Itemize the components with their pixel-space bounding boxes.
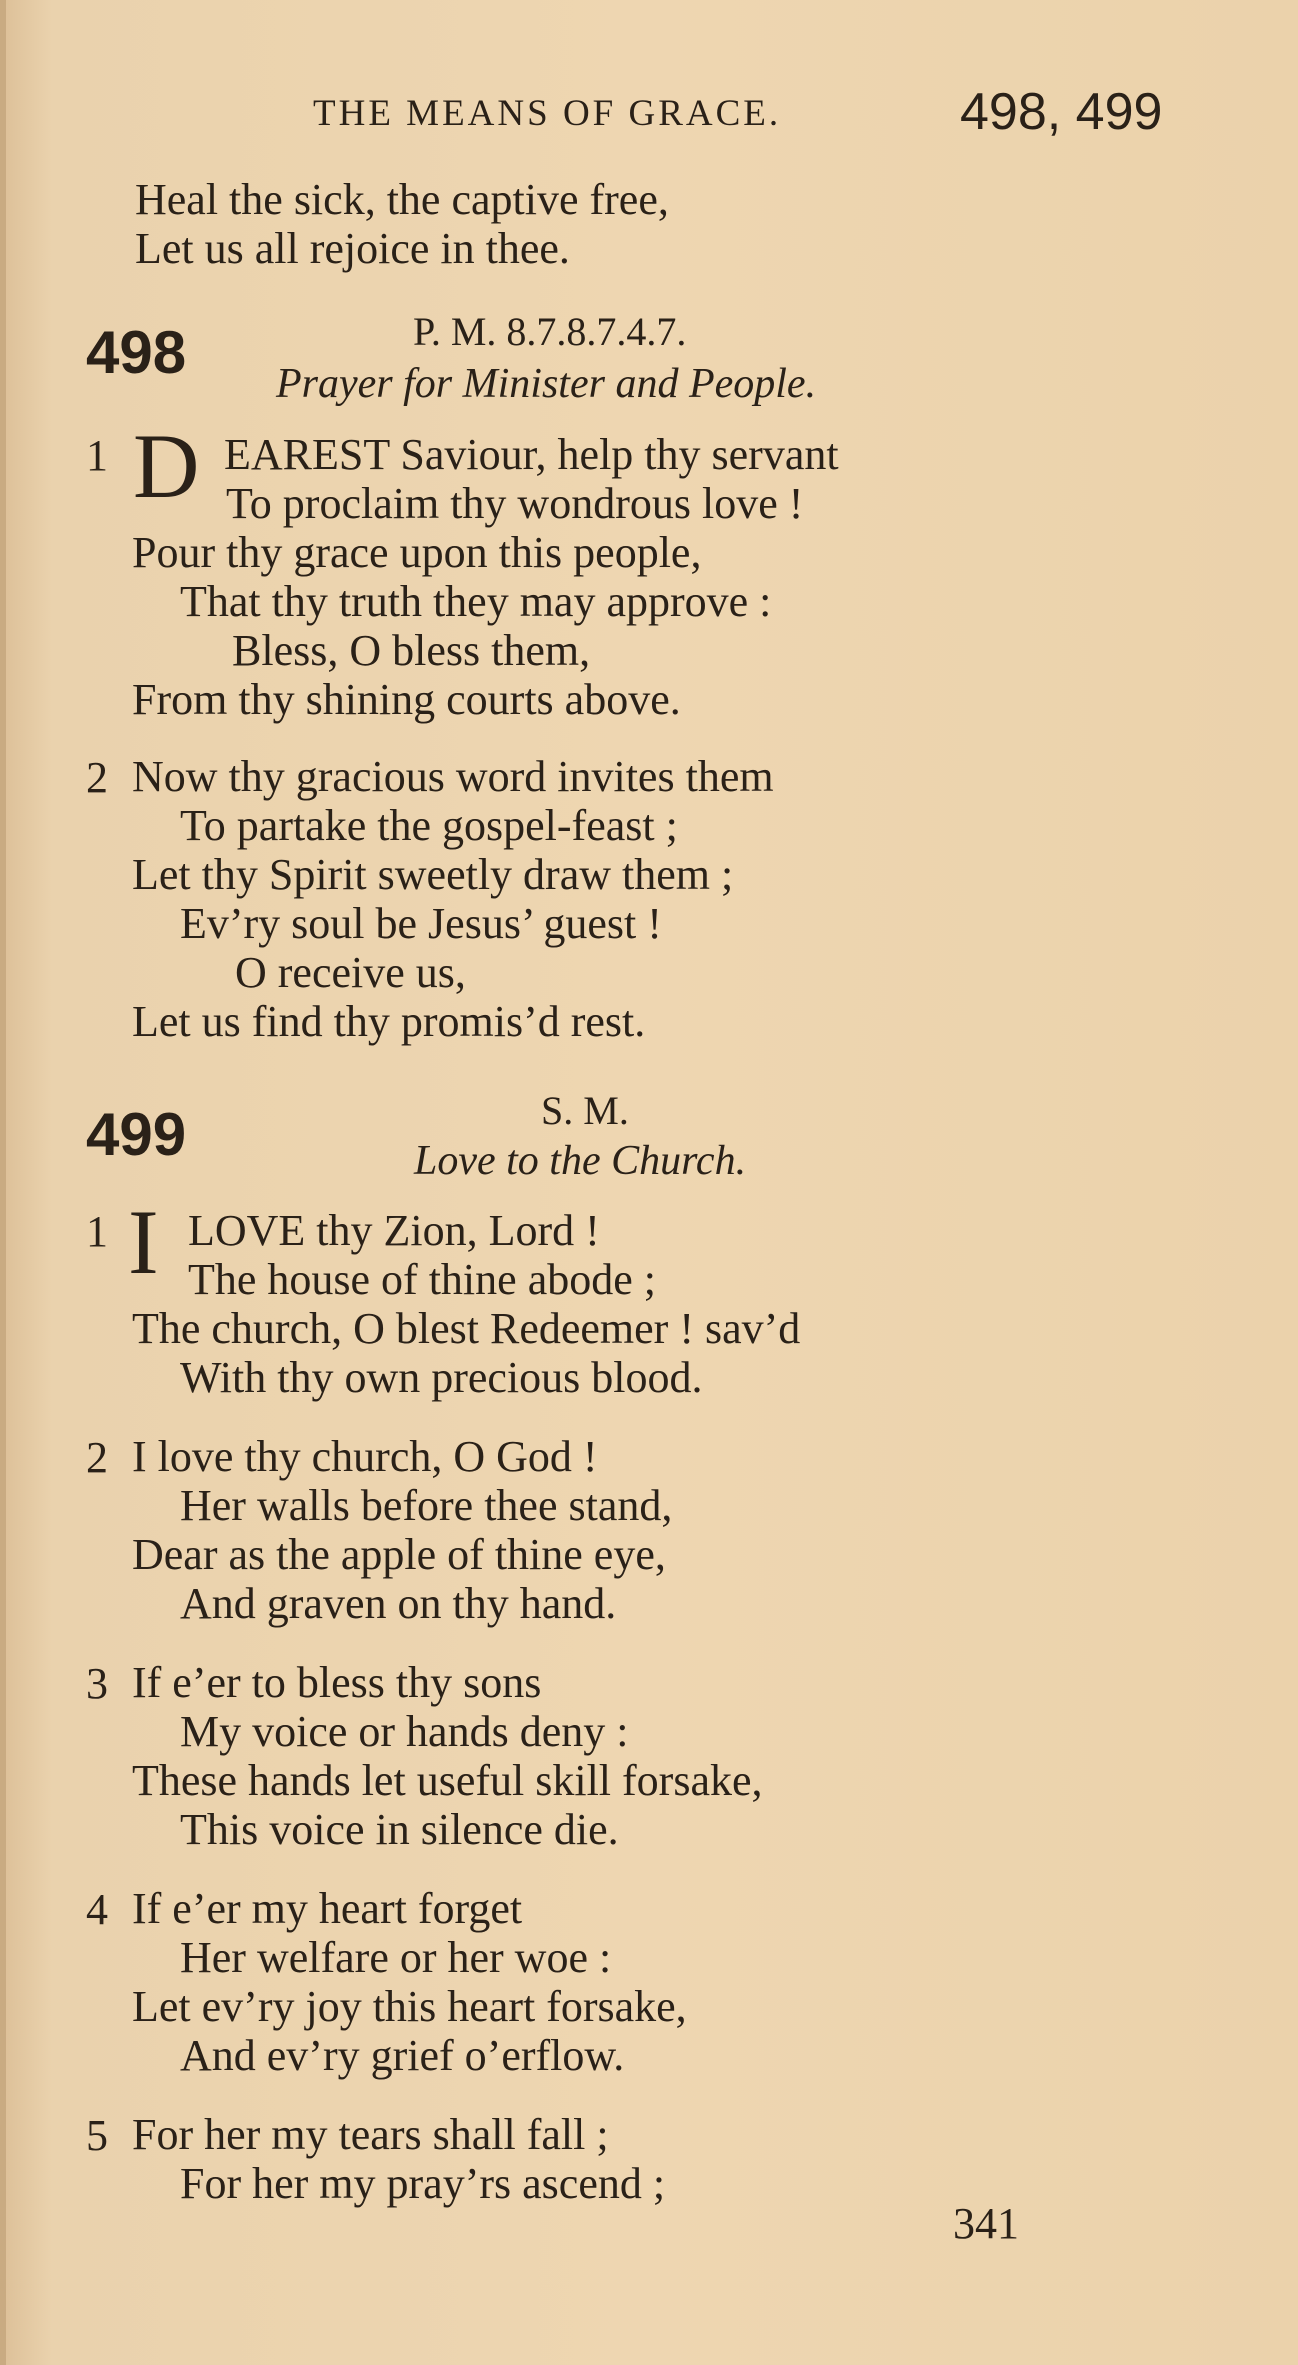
- verse-number: 2: [86, 753, 108, 802]
- verse-number: 4: [86, 1885, 108, 1934]
- running-header-title: THE MEANS OF GRACE.: [313, 93, 782, 134]
- hymn-number: 499: [86, 1101, 187, 1168]
- verse-line: I love thy church, O God !: [132, 1432, 598, 1481]
- verse-line: These hands let useful skill forsake,: [132, 1756, 763, 1805]
- verse-number: 3: [86, 1659, 108, 1708]
- verse-line: If e’er my heart forget: [132, 1884, 523, 1933]
- page-binding-edge: [0, 0, 6, 2365]
- verse-line: For her my tears shall fall ;: [132, 2110, 609, 2159]
- page-number: 341: [953, 2199, 1019, 2248]
- hymn-number: 498: [86, 319, 187, 386]
- hymn-subtitle: Love to the Church.: [414, 1138, 747, 1184]
- hymn-meter: S. M.: [541, 1088, 629, 1133]
- hymn-meter: P. M. 8.7.8.7.4.7.: [413, 309, 687, 354]
- verse-line: Now thy gracious word invites them: [132, 752, 774, 801]
- verse-line: With thy own precious blood.: [180, 1353, 703, 1402]
- verse-line: Ev’ry soul be Jesus’ guest !: [180, 899, 662, 948]
- verse-line: EAREST Saviour, help thy servant: [224, 430, 839, 479]
- verse-number: 2: [86, 1433, 108, 1482]
- verse-line: Pour thy grace upon this people,: [132, 528, 702, 577]
- verse-line: The church, O blest Redeemer ! sav’d: [132, 1304, 801, 1353]
- verse-line: Let thy Spirit sweetly draw them ;: [132, 850, 734, 899]
- continuation-line: Heal the sick, the captive free,: [135, 175, 669, 224]
- verse-line: If e’er to bless thy sons: [132, 1658, 542, 1707]
- verse-line: That thy truth they may approve :: [180, 577, 772, 626]
- verse-number: 1: [86, 431, 108, 480]
- verse-line: Her walls before thee stand,: [180, 1481, 673, 1530]
- verse-line: Bless, O bless them,: [232, 626, 591, 675]
- verse-number: 5: [86, 2111, 108, 2160]
- verse-number: 1: [86, 1207, 108, 1256]
- running-header-hymn-numbers: 498, 499: [960, 83, 1163, 141]
- verse-line: And ev’ry grief o’erflow.: [180, 2031, 625, 2080]
- hymn-subtitle: Prayer for Minister and People.: [276, 361, 817, 407]
- verse-line: O receive us,: [235, 948, 466, 997]
- verse-line: To proclaim thy wondrous love !: [226, 479, 804, 528]
- drop-cap: D: [133, 415, 200, 517]
- verse-line: This voice in silence die.: [180, 1805, 619, 1854]
- verse-line: To partake the gospel-feast ;: [180, 801, 678, 850]
- verse-line: For her my pray’rs ascend ;: [180, 2159, 666, 2208]
- verse-line: Dear as the apple of thine eye,: [132, 1530, 666, 1579]
- drop-cap: I: [128, 1191, 159, 1293]
- verse-line: My voice or hands deny :: [180, 1707, 629, 1756]
- verse-line: Let us find thy promis’d rest.: [132, 997, 646, 1046]
- verse-line: From thy shining courts above.: [132, 675, 681, 724]
- verse-line: The house of thine abode ;: [188, 1255, 656, 1304]
- continuation-line: Let us all rejoice in thee.: [135, 224, 570, 273]
- verse-line: LOVE thy Zion, Lord !: [188, 1206, 600, 1255]
- verse-line: Her welfare or her woe :: [180, 1933, 612, 1982]
- verse-line: Let ev’ry joy this heart forsake,: [132, 1982, 687, 2031]
- verse-line: And graven on thy hand.: [180, 1579, 617, 1628]
